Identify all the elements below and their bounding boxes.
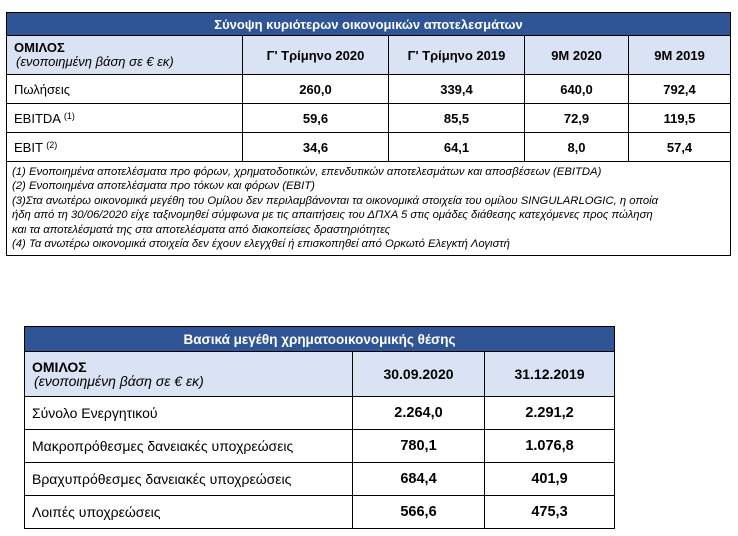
row-label: EBITDA $^{(1)}$ [7, 104, 243, 133]
column-header: 31.12.2019 [485, 352, 615, 397]
value-cell: 475,3 [485, 496, 615, 529]
financial-position-table [24, 326, 615, 529]
results-table-title: Σύνοψη κυριότερων οικονομικών αποτελεσμάτων [7, 13, 731, 36]
value-cell: 57,4 [629, 133, 731, 162]
column-header: 30.09.2020 [353, 352, 485, 397]
table-row [25, 496, 615, 529]
table-row [25, 463, 615, 496]
column-header: Γ' Τρίμηνο 2019 [389, 36, 525, 75]
notes-row [7, 162, 731, 256]
group-label: ΟΜΙΛΟΣ [14, 40, 65, 55]
value-cell: 8,0 [525, 133, 629, 162]
table-row [7, 104, 731, 133]
footnote: (2) Ενοποιημένα αποτελέσματα προ τόκων και φόρων (EBIT) [12, 180, 315, 193]
results-summary-table [6, 12, 731, 256]
footnote-ref: (2) [46, 139, 58, 150]
value-cell: 780,1 [353, 430, 485, 463]
footnote: και τα αποτελέσματά της στα αποτελέσματα από διακοπείσες δραστηριότητες [12, 223, 391, 236]
basis-label: (ενοποιημένη βάση σε € εκ) [34, 373, 204, 389]
position-title-row [25, 327, 615, 352]
basis-label: (ενοποιημένη βάση σε € εκ) [16, 54, 174, 69]
value-cell: 72,9 [525, 104, 629, 133]
table-row [25, 397, 615, 430]
footnote: (4) Τα ανωτέρω οικονομικά στοιχεία δεν έχουν ελεγχθεί ή επισκοπηθεί από Ορκωτό Ελεγκτή Λογιστή [12, 238, 510, 251]
value-cell: 2.291,2 [485, 397, 615, 430]
position-header-row [25, 352, 615, 397]
value-cell: 260,0 [243, 75, 389, 104]
footnote: (3)Στα ανωτέρω οικονομικά μεγέθη του Ομίλου δεν περιλαμβάνονται τα οικονομικά στοιχεία του ομίλου SINGULARLOGIC, η οποία [12, 194, 659, 207]
results-header-row [7, 36, 731, 75]
group-label: ΟΜΙΛΟΣ [32, 359, 87, 375]
row-label: Μακροπρόθεσμες δανειακές υποχρεώσεις [25, 430, 353, 463]
value-cell: 1.076,8 [485, 430, 615, 463]
column-header: 9Μ 2019 [629, 36, 731, 75]
value-cell: 401,9 [485, 463, 615, 496]
row-label: EBIT $^{(2)}$ [7, 133, 243, 162]
position-table-title: Βασικά μεγέθη χρηματοοικονομικής θέσης [25, 327, 615, 352]
footnotes [7, 162, 731, 256]
table-row [7, 133, 731, 162]
footnote: (1) Ενοποιημένα αποτελέσματα προ φόρων, χρηματοδοτικών, επενδυτικών αποτελεσμάτων και αποσβέσεων (EBITDA) [12, 166, 602, 178]
value-cell: 2.264,0 [353, 397, 485, 430]
row-label: Βραχυπρόθεσμες δανειακές υποχρεώσεις [25, 463, 353, 496]
column-header: 9Μ 2020 [525, 36, 629, 75]
value-cell: 119,5 [629, 104, 731, 133]
value-cell: 640,0 [525, 75, 629, 104]
value-cell: 34,6 [243, 133, 389, 162]
position-group-header [25, 352, 353, 397]
row-label: Σύνολο Ενεργητικού [25, 397, 353, 430]
value-cell: 85,5 [389, 104, 525, 133]
value-cell: 792,4 [629, 75, 731, 104]
column-header: Γ' Τρίμηνο 2020 [243, 36, 389, 75]
value-cell: 684,4 [353, 463, 485, 496]
value-cell: 59,6 [243, 104, 389, 133]
value-cell: 64,1 [389, 133, 525, 162]
row-label: Πωλήσεις [7, 75, 243, 104]
table-row [7, 75, 731, 104]
table-row [25, 430, 615, 463]
value-cell: 339,4 [389, 75, 525, 104]
results-title-row [7, 13, 731, 36]
results-group-header [7, 36, 243, 75]
row-label: Λοιπές υποχρεώσεις [25, 496, 353, 529]
footnote-ref: (1) [63, 110, 75, 121]
value-cell: 566,6 [353, 496, 485, 529]
footnote: ήδη από τη 30/06/2020 είχε ταξινομηθεί σύμφωνα με τις απαιτήσεις του ΔΠΧΑ 5 στις ομάδες διάθεσης κατεχόμενες προς πώληση [12, 209, 653, 222]
